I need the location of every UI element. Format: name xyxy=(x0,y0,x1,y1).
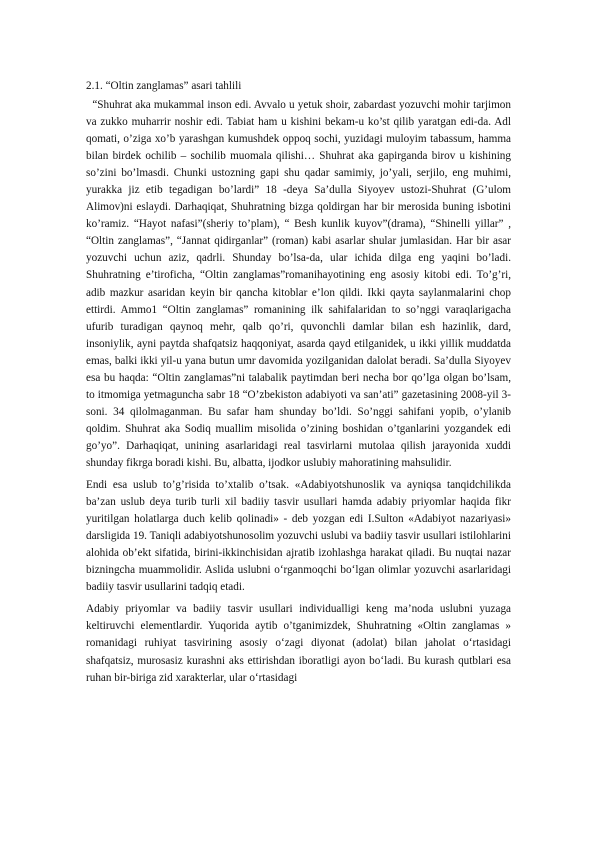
section-heading: 2.1. “Oltin zanglamas” asari tahlili xyxy=(86,80,242,92)
body-paragraph-3: Adabiy priyomlar va badiiy tasvir usullari individualligi keng ma’noda uslubni yuzaga keltiruvchi elementlardir. Yuqorida aytib o’tganimizdek, Shuhratning «Oltin zanglamas » romanidagi ruhiyat tasvirining asosiy o‘zagi diyonat (adolat) bilan jaholat o‘rtasidagi shafqatsiz, murosasiz kurashni aks ettirishdan iboratligi ayon bo‘ladi. Bu kurash qutblari esa ruhan bir-biriga zid xarakterlar, ular o‘rtasidagi xyxy=(86,603,511,684)
body-paragraph-2: Endi esa uslub to’g’risida to’xtalib o’tsak. «Adabiyotshunoslik va ayniqsa tanqidchilikda ba’zan uslub deya turib turli xil badiiy tasvir usullari hamda adabiy priyomlar haqida fikr yuritilgan holatlarga duch kelib qolinadi» - deb yozgan edi I.Sulton «Adabiyot nazariyasi» darsligida 19. Taniqli adabiyotshunosolim yozuvchi uslubi va badiiy tasvir usullari istilohlarini alohida ob’ekt sifatida, birini-ikkinchisidan ajratib izohlashga harakat qiladi. Bu nuqtai nazar bizningcha muammolidir. Aslida uslubni o‘rganmoqchi bo‘lgan olimlar yozuvchi asarlaridagi badiiy tasvir usullarini tadqiq etadi. xyxy=(86,479,511,594)
body-paragraph-1: “Shuhrat aka mukammal inson edi. Avvalo u yetuk shoir, zabardast yozuvchi mohir tarjimon va zukko muharrir noshir edi. Tabiat ham u kishini bekam-u ko’st qilib yaratgan edi-da. Adl qomati, o’ziga xo’b yarashgan kumushdek oppoq sochi, yuzidagi muloyim tabassum, hamma bilan birdek ochilib – sochilib muomala qilishi… Shuhrat aka gapirganda birov u kishining so’zini bo’lmasdi. Chunki ustozning gapi shu qadar samimiy, jo’yali, serjilo, eng muhimi, yurakka jiz etib tegadigan bo’lardi” 18 -deya Sa’dulla Siyoyev ustozi-Shuhrat (G’ulom Alimov)ni eslaydi. Darhaqiqat, Shuhratning bizga qoldirgan har bir merosida buning isbotini ko’ramiz. “Hayot nafasi”(sheriy to’plam), “ Besh kunlik kuyov”(drama), “Shinelli yillar” , “Oltin zanglamas”, “Jannat qidirganlar” (roman) kabi asarlar shular jumlasidan. Har bir asar yozuvchi uchun aziz, qadrli. Shunday bo’lsa-da, ular ichida dilga eng yaqini bo’ladi. Shuhratning e’tiroficha, “Oltin zanglamas”romanihayotining eng asosiy kitobi edi. To’g’ri, adib mazkur asaridan keyin bir qancha kitoblar e’lon qildi. Ikki qayta saylanmalarini chop ettirdi. Ammo1 “Oltin zanglamas” romanining ilk sahifalaridan to so’nggi varaqlarigacha ufurib turadigan qaynoq mehr, qalb qo’ri, quvonchli damlar bilan esh hazinlik, dard, insoniylik, ayni paytda shafqatsiz haqqoniyat, asarda qayd etilganidek, u ikki yillik muddatda emas, balki ikki yil-u yana butun umr davomida yozilganidan dalolat beradi. Sa’dulla Siyoyev esa bu haqda: “Oltin zanglamas”ni talabalik paytimdan beri necha bor qo’lga olgan bo’lsam, to itmomiga yetmaguncha sabr 18 “O’zbekiston adabiyoti va san’ati” gazetasining 2008-yil 3-soni. 34 qilolmaganman. Bu safar ham shunday bo’ldi. So’nggi sahifani yopib, o’ylanib qoldim. Shuhrat aka Sodiq muallim misolida o’zining boshidan o’tganlarini yozgandek edi go’yo”. Darhaqiqat, unining asarlaridagi real tasvirlarni mutolaa qilish jarayonida xuddi shunday fikrga boradi kishi. Bu, albatta, ijodkor uslubiy mahoratining mahsulidir. xyxy=(86,99,514,469)
document-page xyxy=(86,78,514,687)
